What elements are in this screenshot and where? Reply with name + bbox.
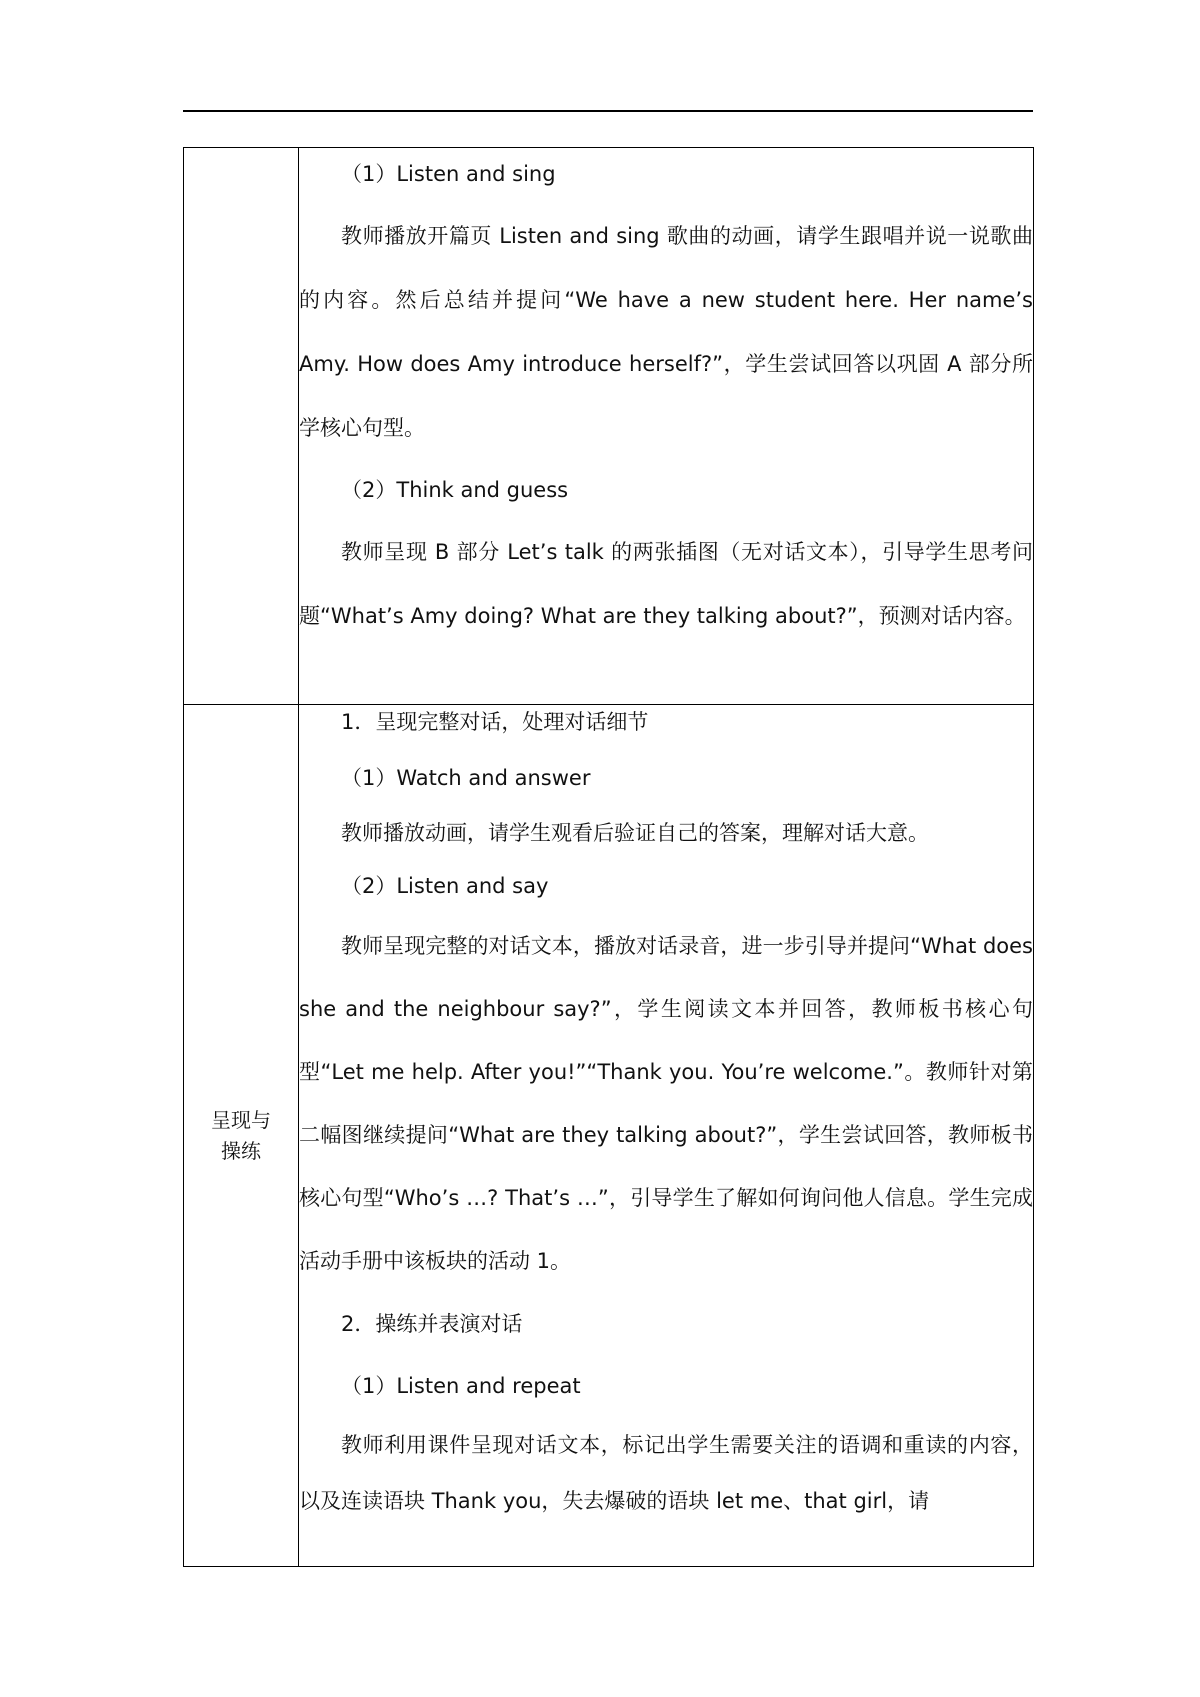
label-cell-empty bbox=[184, 148, 299, 705]
subheading-listen-and-repeat: （1）Listen and repeat bbox=[341, 1374, 581, 1398]
table-row bbox=[184, 705, 1034, 1567]
content-cell-presentation bbox=[299, 705, 1034, 1567]
step-heading-2: 2．操练并表演对话 bbox=[341, 1312, 523, 1336]
content-cell-warmup bbox=[299, 148, 1034, 705]
section-label-line: 操练 bbox=[221, 1138, 261, 1163]
subheading-watch-and-answer: （1）Watch and answer bbox=[341, 766, 591, 790]
section-label-line: 呈现与 bbox=[211, 1107, 271, 1132]
paragraph-watch-and-answer: 教师播放动画，请学生观看后验证自己的答案，理解对话大意。 bbox=[341, 821, 929, 845]
section-label-cell bbox=[184, 705, 299, 1567]
subheading-listen-and-say: （2）Listen and say bbox=[341, 874, 549, 898]
subheading-think-and-guess: （2）Think and guess bbox=[341, 478, 569, 502]
subheading-listen-and-sing: （1）Listen and sing bbox=[341, 162, 556, 186]
step-heading-1: 1．呈现完整对话，处理对话细节 bbox=[341, 710, 649, 734]
table-row bbox=[184, 148, 1034, 705]
paragraph-think-and-guess: 教师呈现 B 部分 Let’s talk 的两张插图（无对话文本），引导学生思考问题“What’s Amy doing? What are they talking about?”，预测对话内容。 bbox=[299, 540, 1033, 628]
header-rule bbox=[183, 110, 1033, 112]
paragraph-listen-and-say: 教师呈现完整的对话文本，播放对话录音，进一步引导并提问“What does she and the neighbour say?”，学生阅读文本并回答，教师板书核心句型“Let me help. After you!”“Thank you. You’re welcome.”。教师针对第二幅图继续提问“What are they talking about?”，学生尝试回答，教师板书核心句型“Who’s …? That’s …”，引导学生了解如何询问他人信息。学生完成活动手册中该板块的活动 1。 bbox=[299, 934, 1033, 1273]
lesson-plan-table bbox=[183, 147, 1034, 1567]
paragraph-listen-and-sing: 教师播放开篇页 Listen and sing 歌曲的动画，请学生跟唱并说一说歌曲的内容。然后总结并提问“We have a new student here. Her name’s Amy. How does Amy introduce herself?”，学生尝试回答以巩固 A 部分所学核心句型。 bbox=[299, 224, 1033, 440]
paragraph-listen-and-repeat: 教师利用课件呈现对话文本，标记出学生需要关注的语调和重读的内容，以及连读语块 Thank you，失去爆破的语块 let me、that girl，请 bbox=[299, 1433, 1033, 1513]
